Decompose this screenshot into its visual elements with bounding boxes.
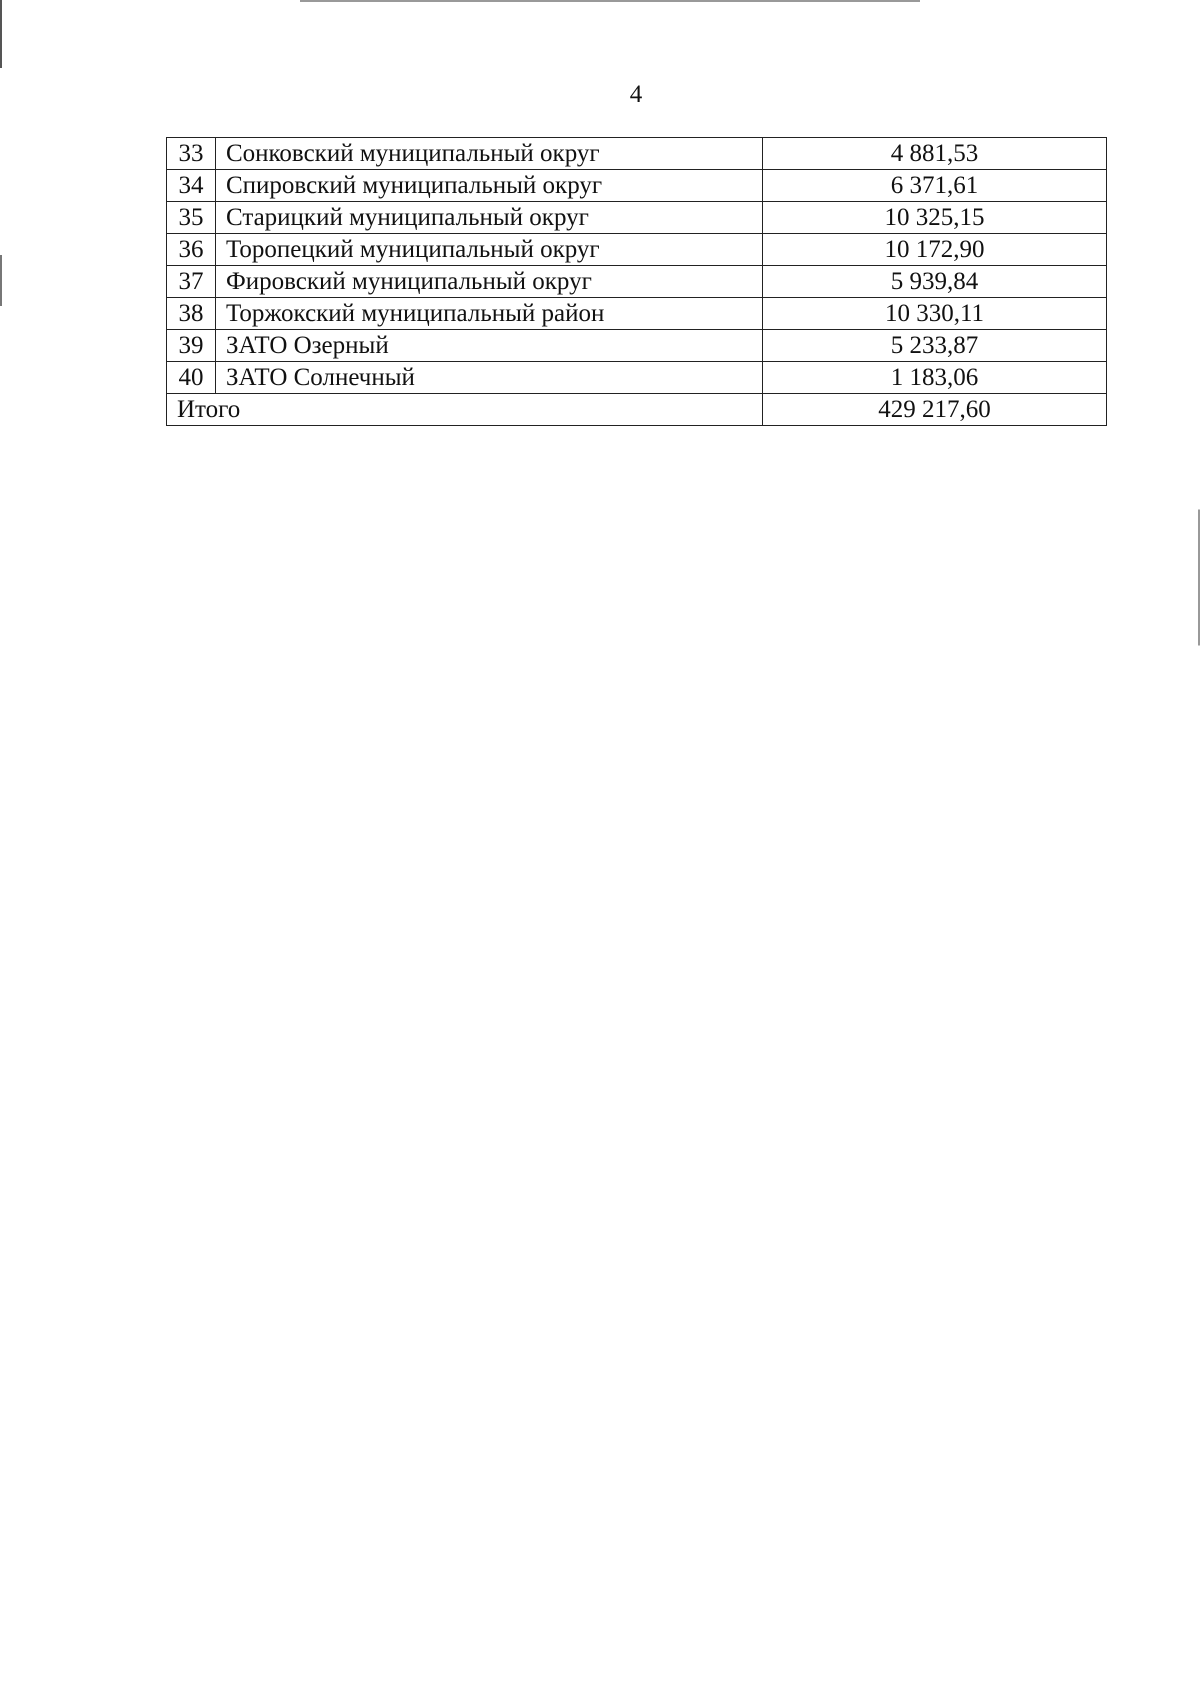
allocation-table [166, 137, 1107, 426]
municipality-name: ЗАТО Озерный [216, 330, 763, 362]
municipality-name: ЗАТО Солнечный [216, 362, 763, 394]
table-row [167, 330, 1107, 362]
scan-edge-top [300, 0, 920, 2]
municipality-name: Торопецкий муниципальный округ [216, 234, 763, 266]
amount-value: 4 881,53 [763, 138, 1107, 170]
municipality-name: Фировский муниципальный округ [216, 266, 763, 298]
amount-value: 5 233,87 [763, 330, 1107, 362]
municipality-name: Торжокский муниципальный район [216, 298, 763, 330]
table-row [167, 266, 1107, 298]
amount-value: 6 371,61 [763, 170, 1107, 202]
row-number: 34 [167, 170, 216, 202]
row-number: 36 [167, 234, 216, 266]
table-row [167, 138, 1107, 170]
table-row [167, 234, 1107, 266]
amount-value: 1 183,06 [763, 362, 1107, 394]
table-row [167, 362, 1107, 394]
table-row [167, 202, 1107, 234]
row-number: 40 [167, 362, 216, 394]
row-number: 39 [167, 330, 216, 362]
amount-value: 5 939,84 [763, 266, 1107, 298]
municipality-name: Старицкий муниципальный округ [216, 202, 763, 234]
amount-value: 10 330,11 [763, 298, 1107, 330]
total-value: 429 217,60 [763, 394, 1107, 426]
page-number: 4 [629, 81, 643, 108]
table-row [167, 298, 1107, 330]
total-row [167, 394, 1107, 426]
amount-value: 10 172,90 [763, 234, 1107, 266]
row-number: 35 [167, 202, 216, 234]
row-number: 33 [167, 138, 216, 170]
row-number: 38 [167, 298, 216, 330]
municipality-name: Спировский муниципальный округ [216, 170, 763, 202]
row-number: 37 [167, 266, 216, 298]
municipality-name: Сонковский муниципальный округ [216, 138, 763, 170]
amount-value: 10 325,15 [763, 202, 1107, 234]
table-row [167, 170, 1107, 202]
scan-edge-left [0, 0, 2, 1699]
total-label: Итого [167, 394, 763, 426]
